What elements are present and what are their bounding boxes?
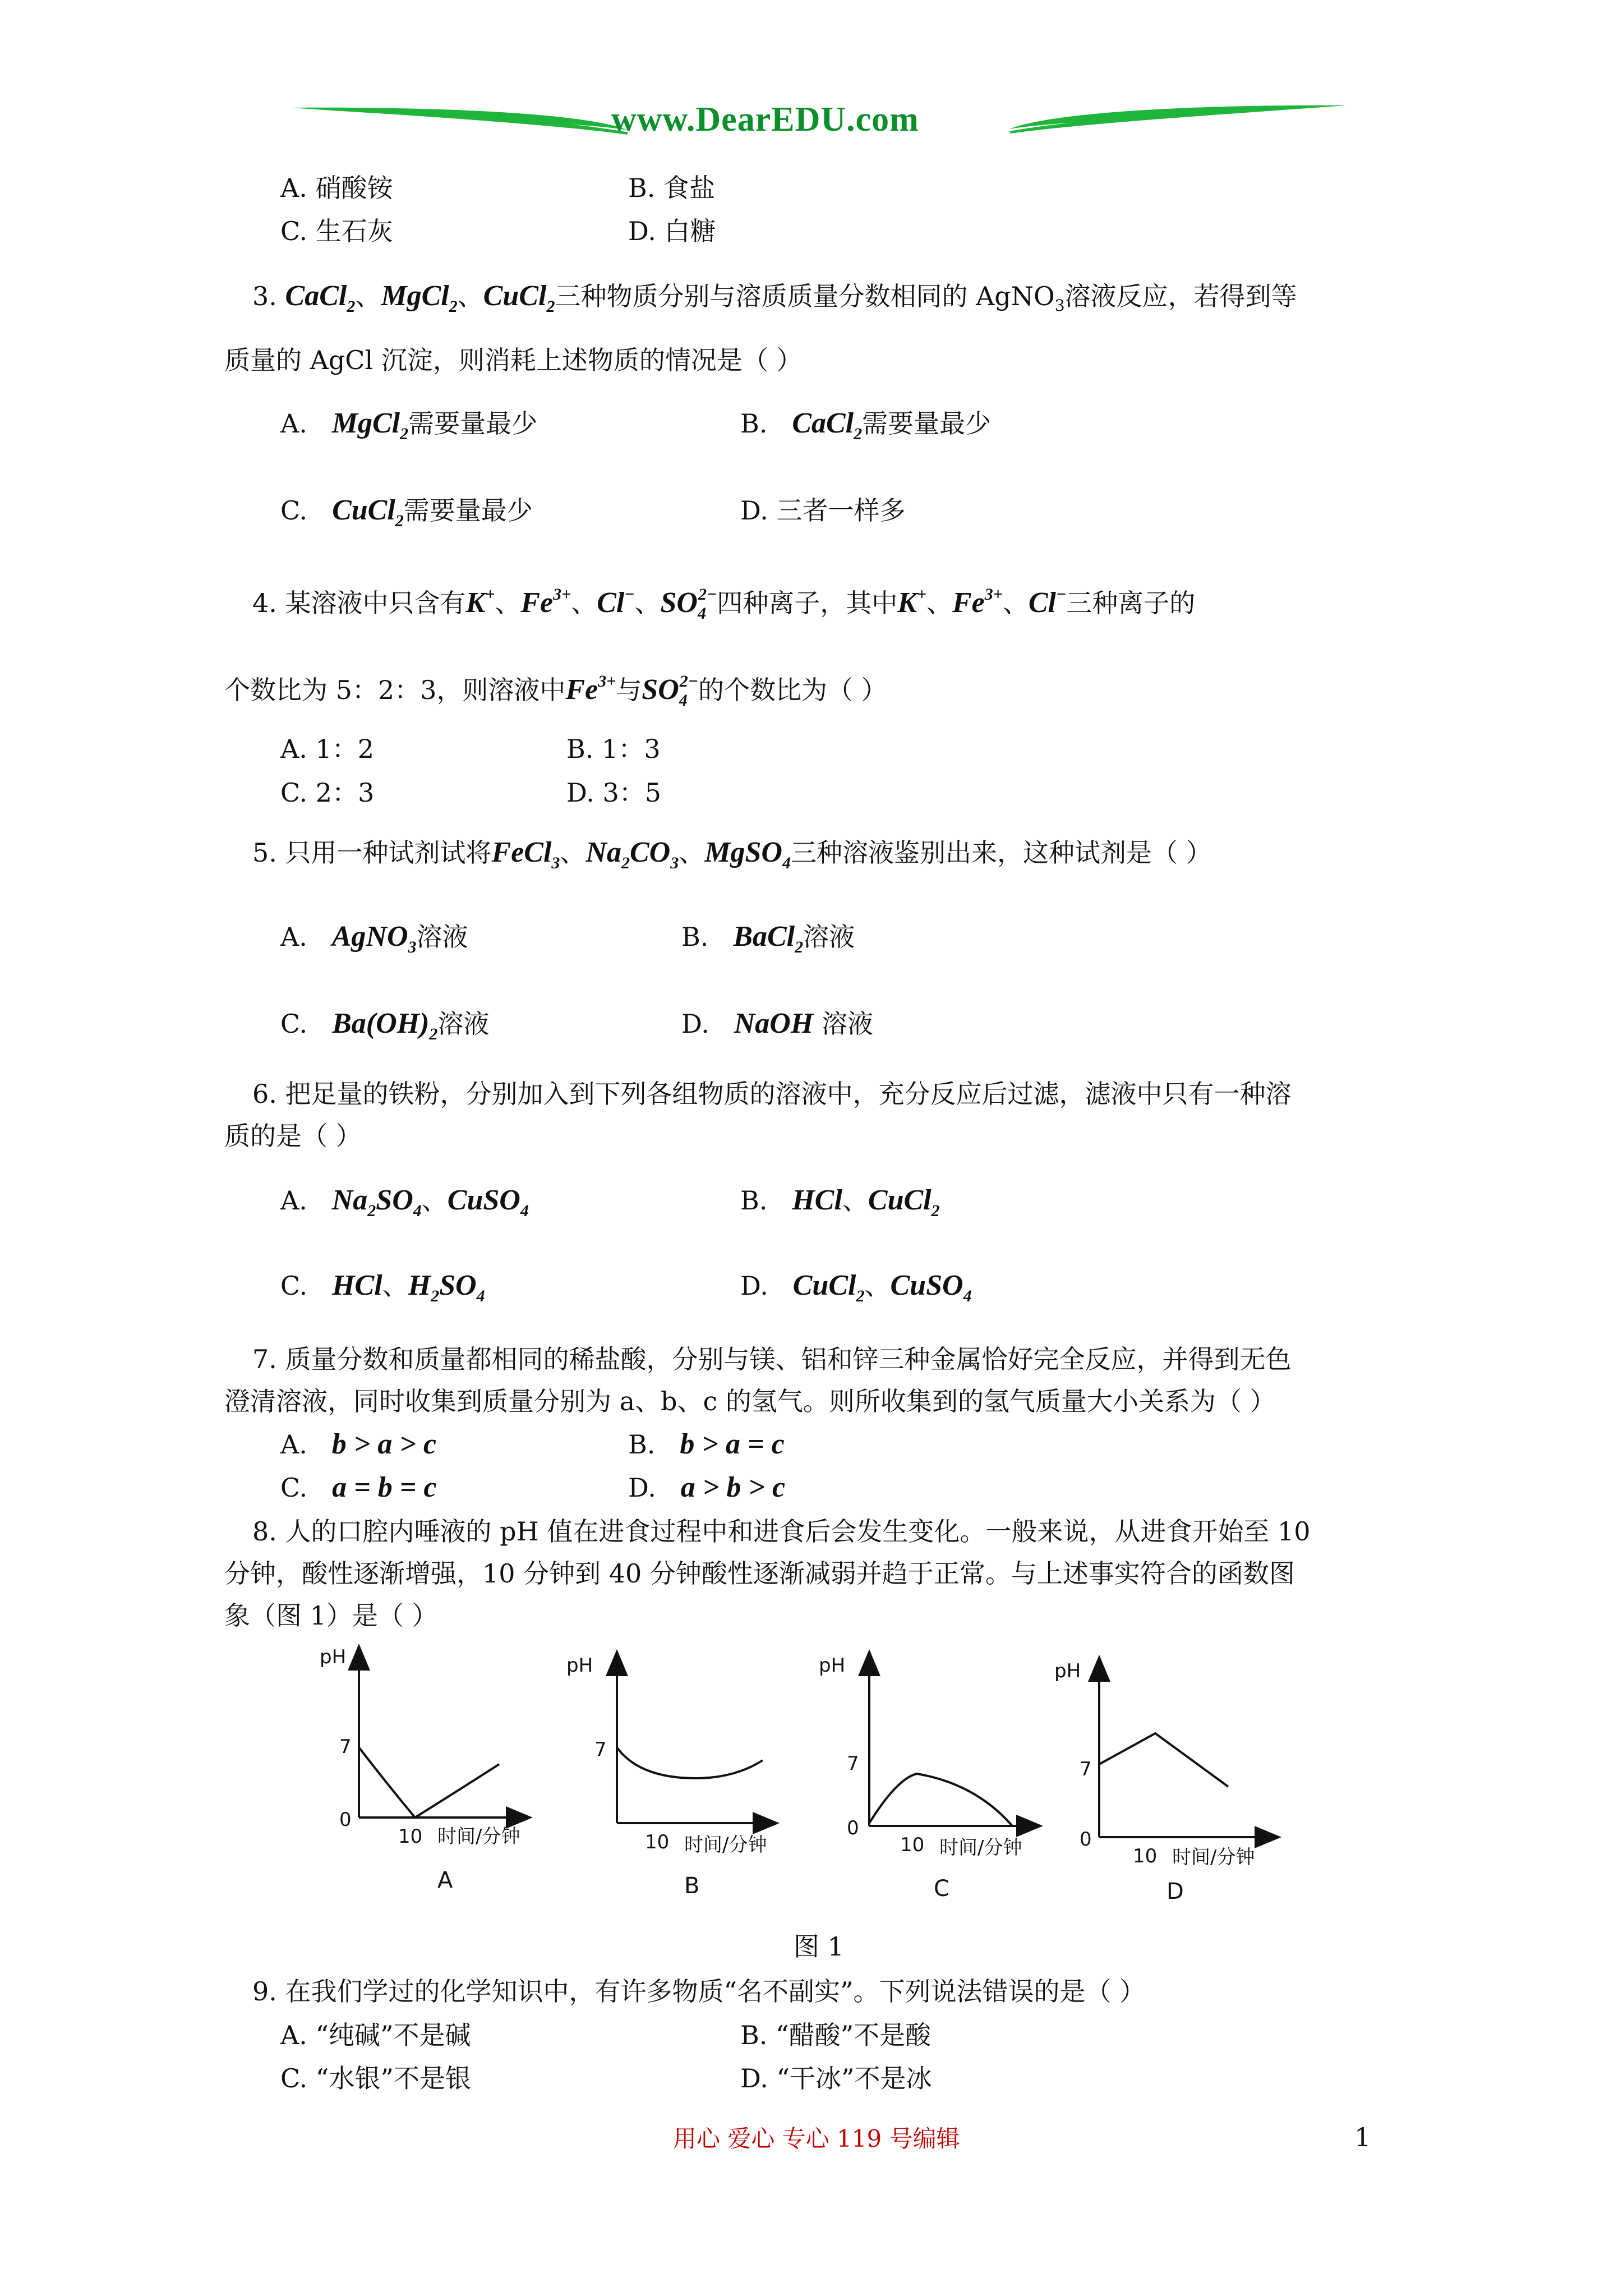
graph-a-label: A xyxy=(437,1867,453,1893)
q3-option-b: B. CaCl$_2$需要量最少 xyxy=(740,407,992,443)
graph-a-ylabel: pH xyxy=(320,1646,347,1668)
q5-option-b: B. BaCl$_2$溶液 xyxy=(681,921,855,956)
q3-option-c: C. CuCl$_2$需要量最少 xyxy=(280,494,533,530)
formula-cacl2: CaCl$_2$ xyxy=(285,280,356,316)
q6-option-a: A. $Na_2SO_4$、CuSO$_4$ xyxy=(280,1184,529,1220)
q5-option-d: D. NaOH 溶液 xyxy=(681,1007,873,1039)
graph-c xyxy=(819,1654,1032,1902)
graph-b-ylabel: pH xyxy=(566,1654,593,1677)
graph-c-label: C xyxy=(934,1876,949,1902)
q3-option-a: A. MgCl$_2$需要量最少 xyxy=(280,407,538,443)
graph-a-xlabel: 时间/分钟 xyxy=(437,1825,520,1848)
graph-d-tick-10: 10 xyxy=(1133,1845,1158,1867)
graph-a xyxy=(320,1646,522,1893)
q7-option-c: C. a = b = c xyxy=(280,1471,437,1503)
site-brand: www.DearEDU.com xyxy=(611,100,919,139)
q7-option-b: B. b > a = c xyxy=(628,1428,785,1460)
question-8-line-1: 8. 人的口腔内唾液的 pH 值在进食过程中和进食后会发生变化。一般来说，从进食开始至 10 xyxy=(252,1516,1311,1547)
graph-c-ylabel: pH xyxy=(819,1654,846,1677)
formula-mgcl2: MgCl$_2$ xyxy=(381,280,458,316)
q7-option-a: A. b > a > c xyxy=(280,1428,437,1460)
question-5-line-1: 5. 只用一种试剂试将FeCl$_3$、$Na_2CO_3$、MgSO$_4$三种溶液鉴别出来，这种试剂是（ ） xyxy=(252,836,1212,872)
q4-option-c: C. 2：3 xyxy=(280,777,375,808)
graph-a-tick-0: 0 xyxy=(339,1809,352,1831)
q6-option-d: D. CuCl$_2$、CuSO$_4$ xyxy=(740,1269,972,1305)
graph-b-tick-10: 10 xyxy=(645,1831,670,1853)
graph-d-label: D xyxy=(1166,1879,1184,1904)
graph-d xyxy=(1054,1660,1270,1904)
graph-c-tick-7: 7 xyxy=(847,1752,859,1775)
question-8-line-3: 象（图 1）是（ ） xyxy=(224,1600,438,1631)
question-9-line-1: 9. 在我们学过的化学知识中，有许多物质“名不副实”。下列说法错误的是（ ） xyxy=(252,1976,1146,2007)
q6-option-b: B. HCl、CuCl$_2$ xyxy=(740,1184,940,1220)
q2-option-c: C. 生石灰 xyxy=(280,216,393,246)
question-3-line-1: 3. CaCl$_2$、MgCl$_2$、CuCl$_2$三种物质分别与溶质质量分数相同的 AgNO$_3$溶液反应，若得到等 xyxy=(252,280,1297,316)
formula-cucl2: CuCl$_2$ xyxy=(483,280,555,316)
graph-c-tick-10: 10 xyxy=(900,1834,925,1856)
graph-d-tick-7: 7 xyxy=(1080,1758,1092,1780)
q5-option-c: C. $Ba(OH)_2$溶液 xyxy=(280,1007,490,1043)
question-7-line-1: 7. 质量分数和质量都相同的稀盐酸，分别与镁、铝和锌三种金属恰好完全反应，并得到无色 xyxy=(252,1344,1292,1374)
q7-option-d: D. a > b > c xyxy=(628,1471,786,1503)
q9-option-a: A. “纯碱”不是碱 xyxy=(280,2020,471,2050)
graph-d-ylabel: pH xyxy=(1054,1660,1081,1682)
question-8-line-2: 分钟，酸性逐渐增强，10 分钟到 40 分钟酸性逐渐减弱并趋于正常。与上述事实符合的函数图 xyxy=(224,1558,1295,1589)
graph-a-tick-7: 7 xyxy=(339,1736,352,1758)
q4-option-d: D. 3：5 xyxy=(566,777,662,808)
q2-option-a: A. 硝酸铵 xyxy=(280,173,393,203)
graph-b xyxy=(566,1654,768,1899)
graph-c-xlabel: 时间/分钟 xyxy=(939,1837,1022,1859)
question-3-line-2: 质量的 AgCl 沉淀，则消耗上述物质的情况是（ ） xyxy=(224,345,803,375)
page-number: 1 xyxy=(1354,2122,1371,2152)
q2-option-b: B. 食盐 xyxy=(628,173,716,203)
figure-1-graphs xyxy=(303,1644,1335,1913)
footer-text: 用心 爱心 专心 119 号编辑 xyxy=(673,2125,960,2152)
q9-option-d: D. “干冰”不是冰 xyxy=(740,2063,932,2093)
q6-option-c: C. HCl、$H_2SO_4$ xyxy=(280,1269,485,1305)
question-4-line-2: 个数比为 5：2：3，则溶液中$Fe^{3+}$与$SO_4^{2-}$的个数比为（ ） xyxy=(224,672,887,710)
figure-caption: 图 1 xyxy=(794,1931,844,1962)
q9-option-c: C. “水银”不是银 xyxy=(280,2063,471,2093)
graph-a-tick-10: 10 xyxy=(398,1825,423,1848)
q4-option-a: A. 1：2 xyxy=(280,734,374,764)
q4-option-b: B. 1：3 xyxy=(566,734,661,764)
graph-b-tick-7: 7 xyxy=(594,1738,607,1761)
q3-option-d: D. 三者一样多 xyxy=(740,495,906,526)
graph-b-xlabel: 时间/分钟 xyxy=(684,1834,767,1856)
graph-b-label: B xyxy=(684,1873,700,1899)
q2-option-d: D. 白糖 xyxy=(628,216,716,246)
graph-d-xlabel: 时间/分钟 xyxy=(1172,1846,1255,1869)
q5-option-a: A. AgNO$_3$溶液 xyxy=(280,921,468,956)
question-4-line-1: 4. 某溶液中只含有K+、$Fe^{3+}$、Cl−、$SO_4^{2-}$四种离子，其中K+、$Fe^{3+}$、Cl−三种离子的 xyxy=(252,585,1196,623)
graph-d-tick-0: 0 xyxy=(1080,1828,1092,1851)
question-7-line-2: 澄清溶液，同时收集到质量分别为 a、b、c 的氢气。则所收集到的氢气质量大小关系为（ ） xyxy=(224,1386,1276,1416)
question-6-line-2: 质的是（ ） xyxy=(224,1121,362,1151)
graph-c-tick-0: 0 xyxy=(847,1817,859,1839)
q9-option-b: B. “醋酸”不是酸 xyxy=(740,2020,932,2050)
question-6-line-1: 6. 把足量的铁粉，分别加入到下列各组物质的溶液中，充分反应后过滤，滤液中只有一种溶 xyxy=(252,1079,1292,1109)
